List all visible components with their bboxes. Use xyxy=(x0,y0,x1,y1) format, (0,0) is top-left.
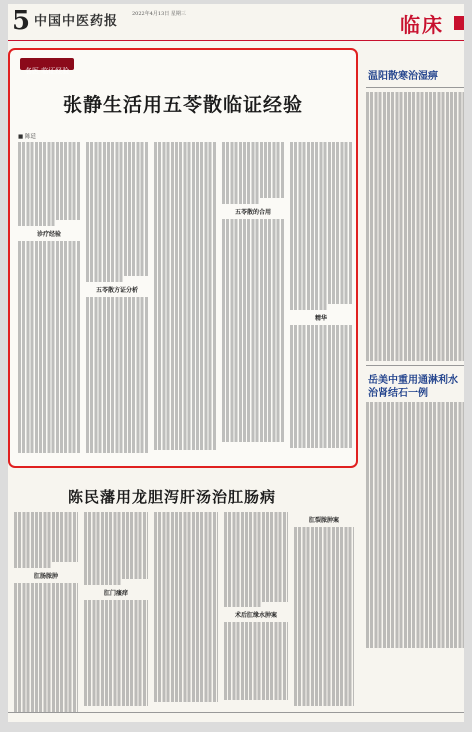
feature-column-5 xyxy=(290,142,352,462)
right-article-body-1 xyxy=(366,92,464,361)
feature-column-1 xyxy=(18,142,80,462)
right-column xyxy=(366,48,464,718)
subhead-diagnosis: 诊疗经验 xyxy=(36,230,61,238)
page-footer xyxy=(8,712,464,722)
divider xyxy=(366,87,464,88)
feature-title: 张静生活用五苓散临证经验 xyxy=(62,94,303,116)
newspaper-page xyxy=(8,4,464,722)
bottom-column-1 xyxy=(14,512,78,712)
right-article-title-2: 岳美中重用通淋利水治肾结石一例 xyxy=(368,374,458,399)
bottom-subhead-4: 术后肛缘水肿案 xyxy=(234,612,277,620)
feature-column-2 xyxy=(86,142,148,462)
masthead: 中国中医药报 xyxy=(34,14,119,29)
bottom-column-4 xyxy=(224,512,288,712)
section-name: 临床 xyxy=(400,13,444,37)
feature-column-3 xyxy=(154,142,216,462)
right-article-body-2 xyxy=(366,402,464,648)
bottom-column-3 xyxy=(154,512,218,712)
page-header xyxy=(8,4,464,41)
subhead-summary: 精华 xyxy=(314,314,327,322)
bottom-column-2 xyxy=(84,512,148,712)
bottom-article-title: 陈民藩用龙胆泻肝汤治肛肠病 xyxy=(68,488,277,506)
page-number: 5 xyxy=(12,6,31,36)
feature-column-4 xyxy=(222,142,284,462)
subhead-combination: 五苓散的合用 xyxy=(234,208,271,216)
column-label: 名医 临证经验 xyxy=(25,67,70,75)
bottom-subhead-2: 肛门瘙痒 xyxy=(103,589,128,597)
issue-date: 2022年4月13日 星期三 xyxy=(132,11,186,17)
section-marker xyxy=(454,16,464,30)
bottom-column-5 xyxy=(294,512,354,712)
bottom-article xyxy=(8,512,358,712)
right-article-title-1: 温阳散寒治湿痹 xyxy=(368,71,438,82)
feature-byline: ■ 陈廷 xyxy=(18,134,36,140)
bottom-subhead-3: 肛裂脓肿案 xyxy=(308,517,339,524)
feature-article xyxy=(8,48,358,468)
subhead-analysis: 五苓散方证分析 xyxy=(95,286,138,294)
column-badge xyxy=(20,58,74,75)
bottom-subhead-1: 肛肠脓肿 xyxy=(33,572,58,580)
divider xyxy=(366,365,464,366)
